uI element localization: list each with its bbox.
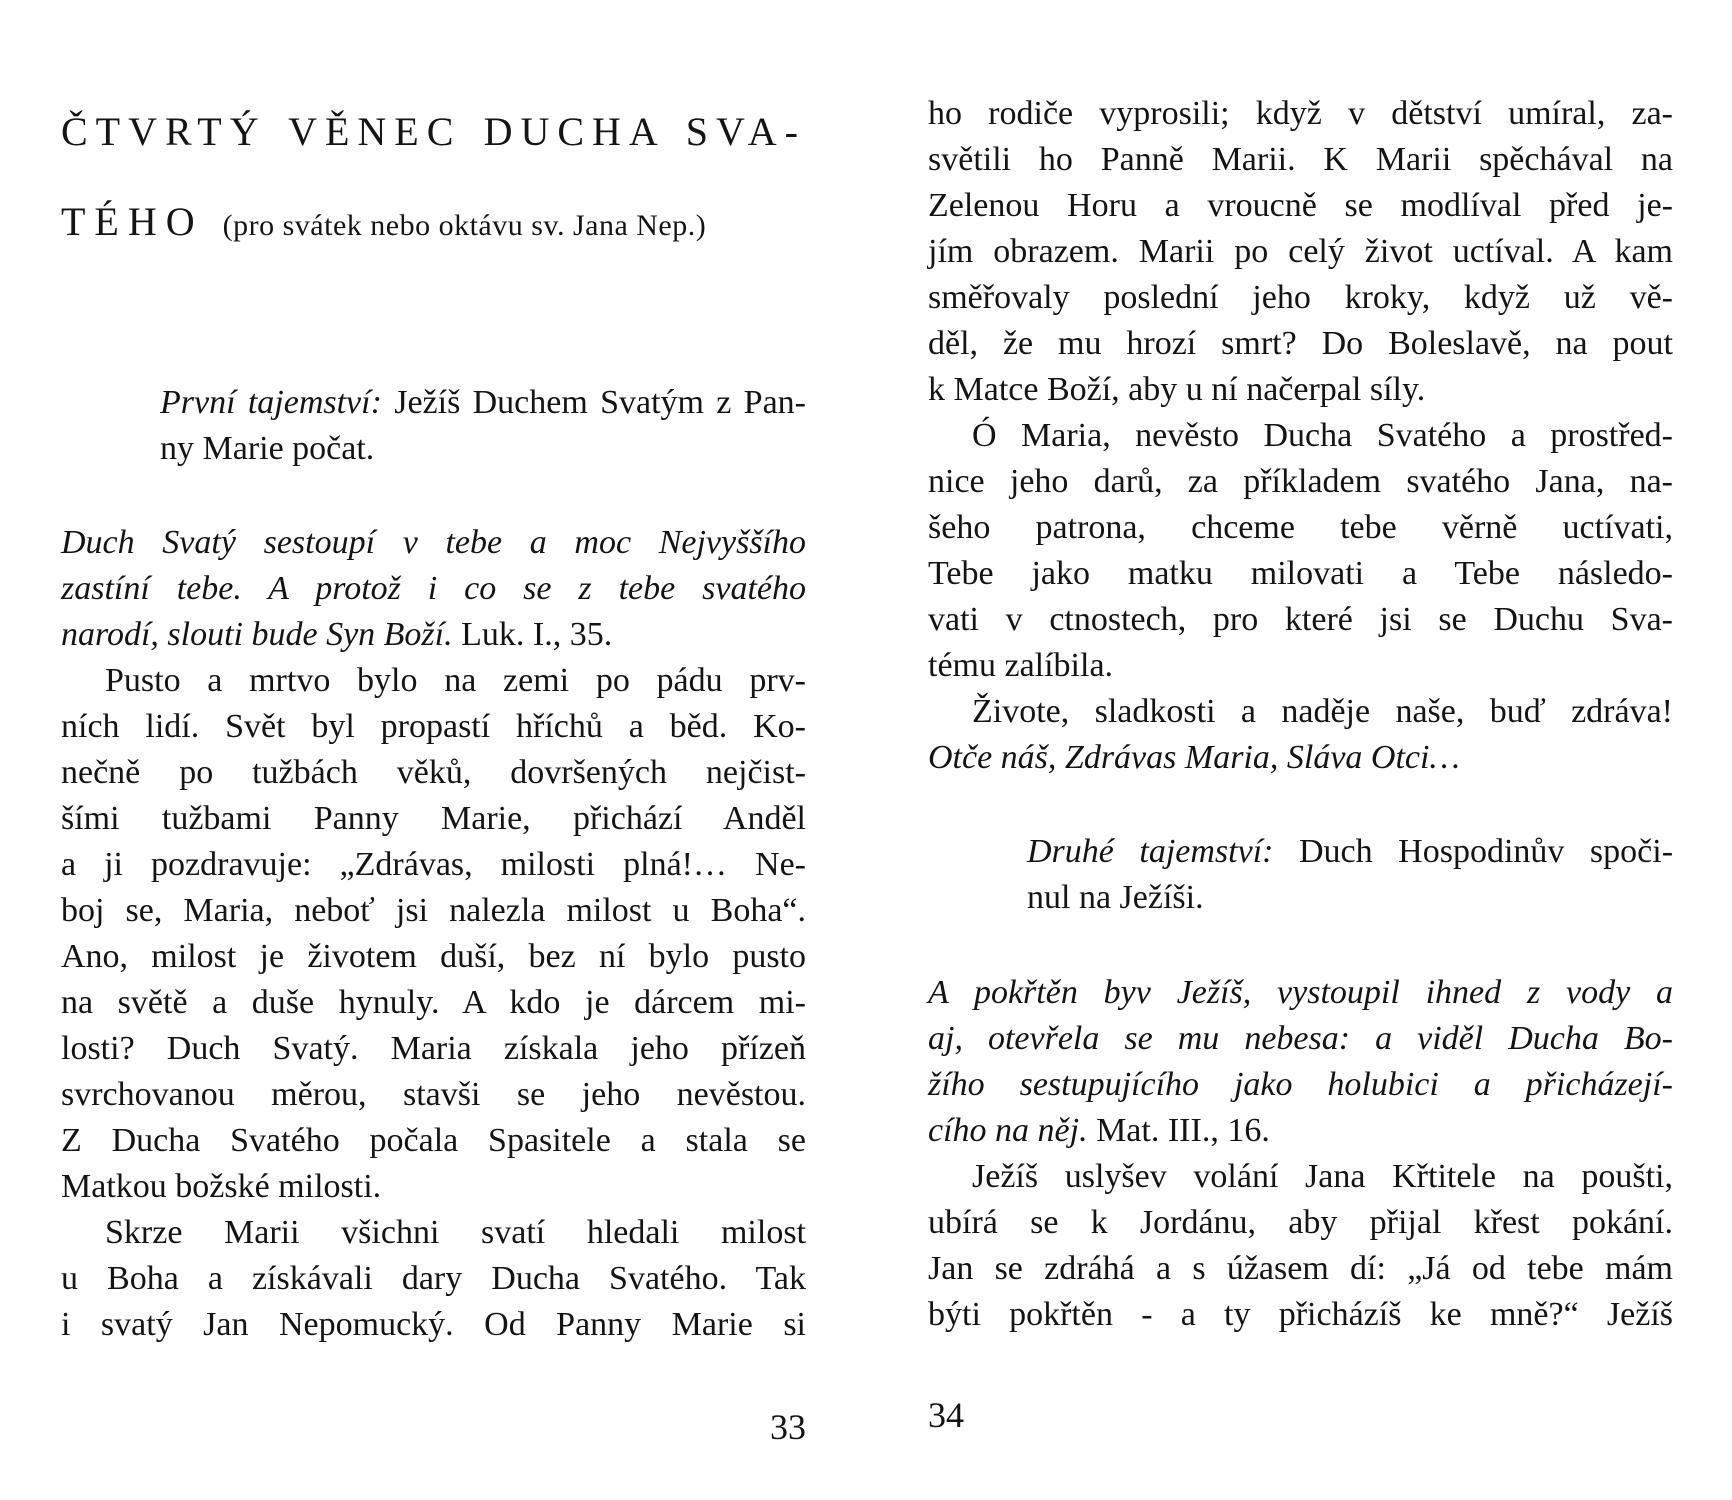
first-mystery [160, 380, 806, 472]
text-line [61, 704, 806, 750]
roman-text: jím obrazem. Marii po celý život uctíval. A kam [928, 233, 1673, 270]
text-line [61, 1118, 806, 1164]
roman-text: tému zalíbila. [928, 647, 1114, 684]
roman-text: děl, že mu hrozí smrt? Do Boleslavě, na pout [928, 325, 1673, 362]
text-line [928, 643, 1673, 689]
text-line [928, 1062, 1673, 1108]
text-line [928, 413, 1673, 459]
second-mystery [1027, 829, 1673, 921]
roman-text: Ježíš Duchem Svatým z Pan- [381, 384, 806, 421]
left-body-text [61, 520, 806, 1348]
roman-text: svrchovanou měrou, stavši se jeho nevěstou. [61, 1076, 806, 1113]
roman-text: Z Ducha Svatého počala Spasitele a stala se [61, 1122, 806, 1159]
text-line [160, 380, 806, 426]
roman-text: Ó Maria, nevěsto Ducha Svatého a prostřed- [972, 417, 1673, 454]
text-line [61, 750, 806, 796]
roman-text: Ježíš uslyšev volání Jana Křtitele na poušti, [972, 1158, 1673, 1195]
text-line [928, 91, 1673, 137]
chapter-heading-subtitle: (pro svátek nebo oktávu sv. Jana Nep.) [222, 209, 707, 242]
text-line [928, 275, 1673, 321]
italic-text: A pokřtěn byv Ježíš, vystoupil ihned z vody a [928, 974, 1673, 1011]
text-line [61, 612, 806, 658]
chapter-heading-line2 [61, 194, 806, 254]
roman-text: nečně po tužbách věků, dovršených nejčist- [61, 754, 806, 791]
roman-text: boj se, Maria, neboť jsi nalezla milost u Boha“. [61, 892, 806, 929]
roman-text: šími tužbami Panny Marie, přichází Anděl [61, 800, 806, 837]
text-line [928, 970, 1673, 1016]
text-line [928, 689, 1673, 735]
text-line [928, 1292, 1673, 1338]
left-page [0, 0, 830, 1500]
roman-text: Luk. I., 35. [452, 616, 613, 653]
roman-text: ho rodiče vyprosili; když v dětství umíral, za- [928, 95, 1673, 132]
roman-text: Matkou božské milosti. [61, 1168, 382, 1205]
text-line [928, 321, 1673, 367]
text-line [928, 183, 1673, 229]
roman-text: Zelenou Horu a vroucně se modlíval před je- [928, 187, 1673, 224]
roman-text: Mat. III., 16. [1087, 1112, 1270, 1149]
text-line [928, 505, 1673, 551]
text-line [928, 459, 1673, 505]
text-line [61, 1302, 806, 1348]
roman-text: Jan se zdráhá a s úžasem dí: „Já od tebe mám [928, 1250, 1673, 1287]
text-line [61, 934, 806, 980]
roman-text: světili ho Panně Marii. K Marii spěchával na [928, 141, 1673, 178]
roman-text: u Boha a získávali dary Ducha Svatého. Tak [61, 1260, 806, 1297]
roman-text: a ji pozdravuje: „Zdrávas, milosti plná!… Ne- [61, 846, 806, 883]
text-line [928, 1154, 1673, 1200]
text-line [928, 597, 1673, 643]
italic-text: narodí, slouti bude Syn Boží. [61, 616, 453, 653]
text-line [61, 1256, 806, 1302]
italic-text: Duch Svatý sestoupí v tebe a moc Nejvyššího [61, 524, 806, 561]
text-line [61, 566, 806, 612]
text-line [928, 137, 1673, 183]
text-line [160, 426, 806, 472]
roman-text: Skrze Marii všichni svatí hledali milost [105, 1214, 806, 1251]
roman-text: ních lidí. Svět byl propastí hříchů a běd. Ko- [61, 708, 806, 745]
italic-text: aj, otevřela se mu nebesa: a viděl Ducha Bo- [928, 1020, 1673, 1057]
roman-text: býti pokřtěn - a ty přicházíš ke mně?“ Ježíš [928, 1296, 1673, 1333]
chapter-heading-caps: TÉHO [61, 199, 204, 244]
text-line [61, 980, 806, 1026]
text-line [61, 1210, 806, 1256]
roman-text: Živote, sladkosti a naděje naše, buď zdráva! [972, 693, 1673, 730]
right-body-text-1 [928, 91, 1673, 781]
roman-text: Duch Hospodinův spoči- [1273, 833, 1674, 870]
italic-text: První tajemství: [160, 384, 382, 421]
text-line [61, 796, 806, 842]
text-line [61, 1026, 806, 1072]
italic-text: Otče náš, Zdrávas Maria, Sláva Otci… [928, 739, 1460, 776]
page-number: 33 [770, 1407, 806, 1447]
text-line [928, 229, 1673, 275]
italic-text: cího na něj. [928, 1112, 1088, 1149]
roman-text: na světě a duše hynuly. A kdo je dárcem mi- [61, 984, 806, 1021]
text-line [928, 1016, 1673, 1062]
text-line [928, 735, 1673, 781]
roman-text: nul na Ježíši. [1027, 879, 1204, 916]
roman-text: šeho patrona, chceme tebe věrně uctívati, [928, 509, 1673, 546]
roman-text: ubírá se k Jordánu, aby přijal křest pokání. [928, 1204, 1673, 1241]
text-line [928, 367, 1673, 413]
page-number: 34 [928, 1395, 964, 1435]
text-line [928, 1108, 1673, 1154]
text-line [1027, 875, 1673, 921]
text-line [61, 888, 806, 934]
text-line [928, 551, 1673, 597]
roman-text: Tebe jako matku milovati a Tebe následo- [928, 555, 1673, 592]
text-line [928, 1200, 1673, 1246]
right-page [866, 0, 1696, 1500]
right-body-text-2 [928, 970, 1673, 1338]
italic-text: Druhé tajemství: [1027, 833, 1274, 870]
text-line [1027, 829, 1673, 875]
italic-text: zastíní tebe. A protož i co se z tebe svatého [61, 570, 806, 607]
italic-text: žího sestupujícího jako holubici a přicházejí- [928, 1066, 1673, 1103]
text-line [61, 520, 806, 566]
roman-text: Ano, milost je životem duší, bez ní bylo pusto [61, 938, 806, 975]
text-line [61, 1072, 806, 1118]
text-line [61, 1164, 806, 1210]
text-line [61, 842, 806, 888]
roman-text: vati v ctnostech, pro které jsi se Duchu Sva- [928, 601, 1673, 638]
roman-text: ny Marie počat. [160, 430, 375, 467]
roman-text: směřovaly poslední jeho kroky, když už vě- [928, 279, 1673, 316]
text-line [61, 658, 806, 704]
roman-text: i svatý Jan Nepomucký. Od Panny Marie si [61, 1306, 806, 1343]
chapter-heading-line1: ČTVRTÝ VĚNEC DUCHA SVA- [61, 109, 806, 154]
roman-text: Pusto a mrtvo bylo na zemi po pádu prv- [105, 662, 806, 699]
text-line [928, 1246, 1673, 1292]
roman-text: nice jeho darů, za příkladem svatého Jana, na- [928, 463, 1673, 500]
roman-text: k Matce Boží, aby u ní načerpal síly. [928, 371, 1426, 408]
roman-text: losti? Duch Svatý. Maria získala jeho přízeň [61, 1030, 806, 1067]
